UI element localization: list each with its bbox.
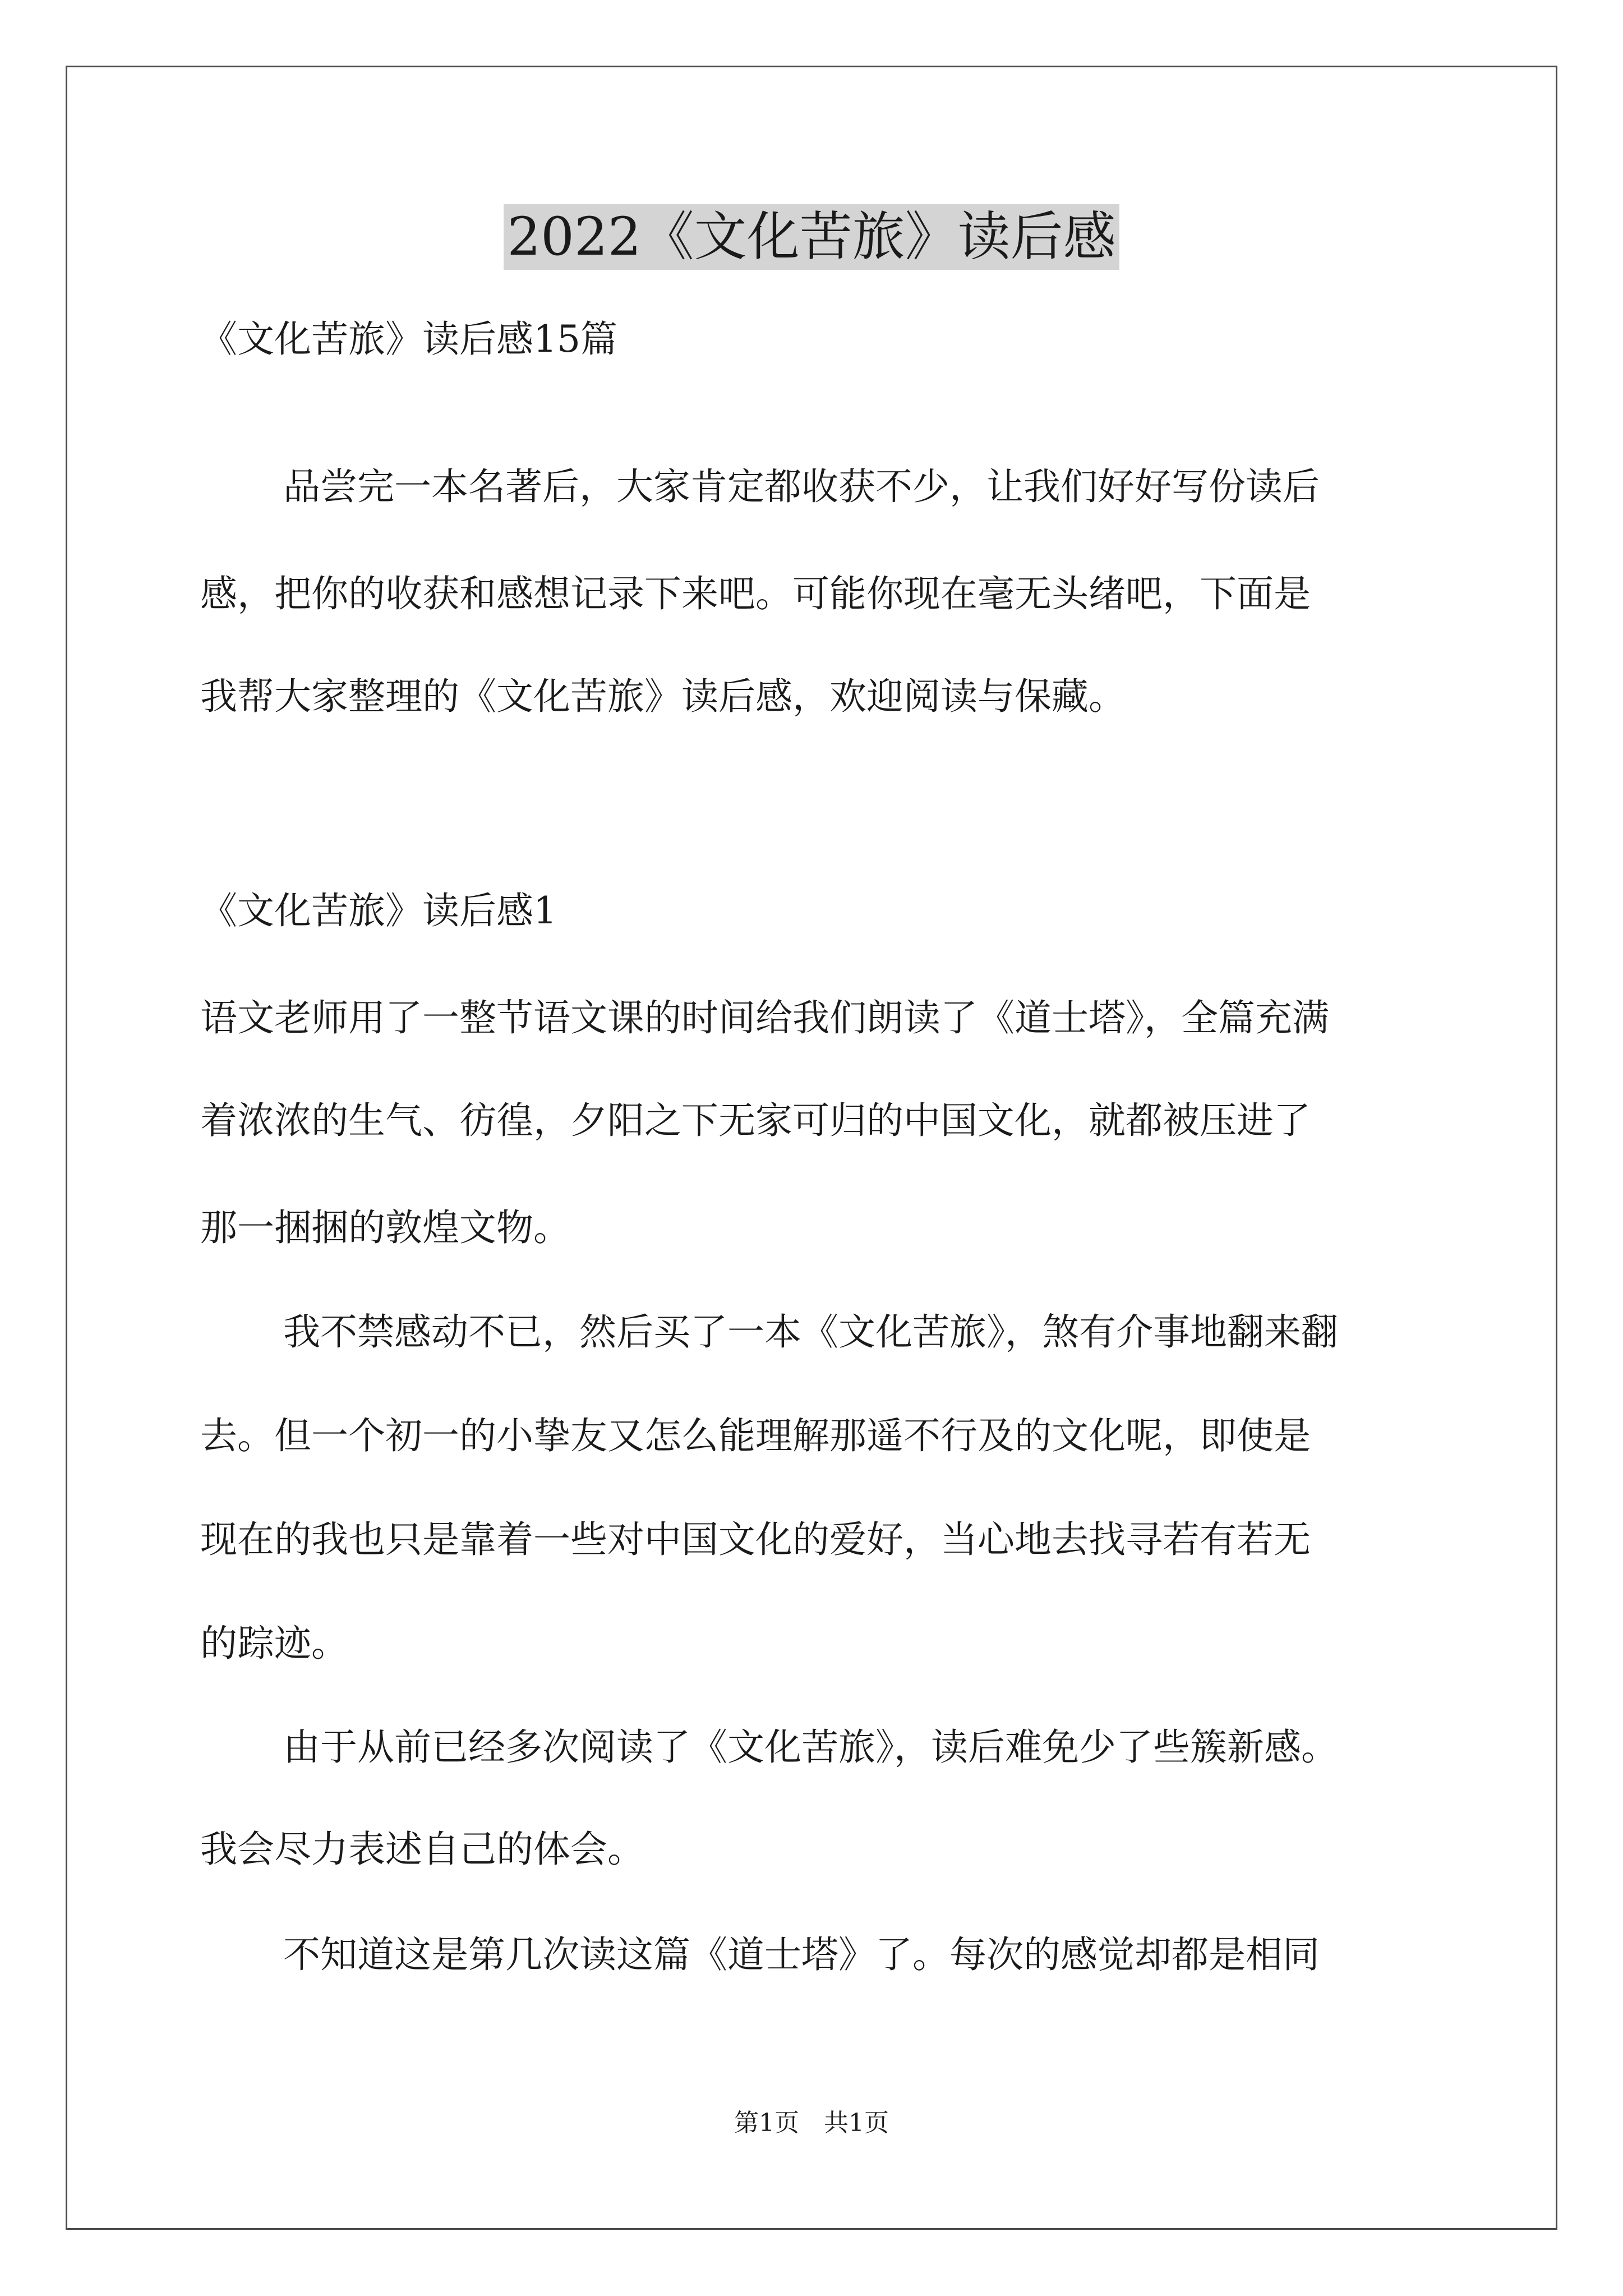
paragraph-line: 我帮大家整理的《文化苦旅》读后感，欢迎阅读与保藏。 — [200, 675, 1126, 718]
paragraph-line: 语文老师用了一整节语文课的时间给我们朗读了《道士塔》，全篇充满 — [200, 996, 1329, 1039]
paragraph-line: 感，把你的收获和感想记录下来吧。可能你现在毫无头绪吧，下面是 — [200, 572, 1311, 615]
page-footer: 第1页 共1页 — [734, 2109, 889, 2137]
paragraph-line: 着浓浓的生气、彷徨，夕阳之下无家可归的中国文化，就都被压进了 — [200, 1099, 1311, 1142]
paragraph-line: 去。但一个初一的小挚友又怎么能理解那遥不行及的文化呢，即使是 — [200, 1414, 1311, 1457]
paragraph-line: 那一捆捆的敦煌文物。 — [200, 1206, 570, 1249]
paragraph-line: 的踪迹。 — [200, 1622, 348, 1665]
paragraph-line: 品尝完一本名著后，大家肯定都收获不少，让我们好好写份读后 — [283, 465, 1320, 508]
document-title-text: 2022《文化苦旅》读后感 — [504, 204, 1119, 270]
paragraph-line: 我不禁感动不已，然后买了一本《文化苦旅》，煞有介事地翻来翻 — [283, 1310, 1338, 1354]
paragraph-line: 由于从前已经多次阅读了《文化苦旅》，读后难免少了些簇新感。 — [283, 1726, 1338, 1769]
section-heading: 《文化苦旅》读后感1 — [200, 889, 557, 932]
page-border — [66, 66, 1557, 2230]
section-heading: 《文化苦旅》读后感15篇 — [200, 318, 617, 361]
document-title — [0, 201, 1623, 274]
paragraph-line: 现在的我也只是靠着一些对中国文化的爱好，当心地去找寻若有若无 — [200, 1518, 1311, 1561]
paragraph-line: 不知道这是第几次读这篇《道士塔》了。每次的感觉却都是相同 — [283, 1933, 1320, 1976]
paragraph-line: 我会尽力表述自己的体会。 — [200, 1828, 644, 1871]
